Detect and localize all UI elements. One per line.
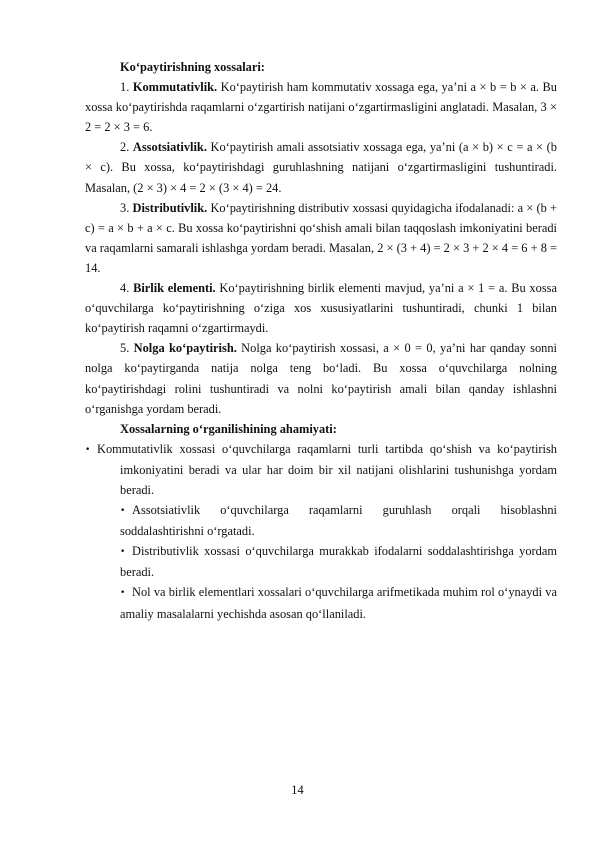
bullet-icon: • bbox=[120, 588, 126, 599]
property-number: 5. bbox=[120, 341, 130, 356]
bullet-item bbox=[85, 582, 557, 623]
property-item-identity bbox=[85, 278, 557, 338]
property-text: Ko‘paytirishning distributiv xossasi quyidagicha ifodalanadi: a × (b + c) = a × b + a × c. Bu xossa ko‘paytirishni qo‘shish amali bilan taqqoslash imkoniyatini beradi va raqamlarni samarali ishlashga yordam beradi. Masalan, 2 × (3 + 4) = 2 × 3 + 2 × 4 = 6 + 8 = 14. bbox=[85, 200, 557, 275]
property-text: Ko‘paytirishning birlik elementi mavjud, ya’ni a × 1 = a. Bu xossa o‘quvchilarga ko‘paytirishning o‘ziga xos xususiyatlarini tushuntiradi, chunki 1 bilan ko‘paytirish raqamni o‘zgartirmaydi. bbox=[85, 281, 557, 336]
property-text: Ko‘paytirish amali assotsiativ xossaga ega, ya’ni (a × b) × c = a × (b × c). Bu xossa, ko‘paytirishdagi guruhlashning natijani o‘zgartirmasligini tushuntiradi. Masalan, (2 × 3) × 4 = 2 × (3 × 4) = 24. bbox=[85, 140, 557, 195]
bullet-item bbox=[85, 500, 557, 541]
property-term: Kommutativlik. bbox=[132, 80, 218, 95]
property-term: Assotsiativlik. bbox=[132, 140, 207, 155]
page-content bbox=[85, 57, 557, 624]
bullet-text: Kommutativlik xossasi o‘quvchilarga raqamlarni turli tartibda qo‘shish va ko‘paytirish imkoniyatini beradi va ular har doim bir xil natijani olishlarini tushunishga yordam beradi. bbox=[97, 441, 557, 497]
bullet-text: Nol va birlik elementlari xossalari o‘quvchilarga arifmetikada muhim rol o‘ynaydi va amaliy masalalarni yechishda asosan qo‘llaniladi. bbox=[120, 585, 557, 621]
page-number: 14 bbox=[291, 783, 304, 797]
property-number: 4. bbox=[120, 281, 130, 296]
property-term: Birlik elementi. bbox=[133, 281, 216, 296]
bullet-text: Distributivlik xossasi o‘quvchilarga murakkab ifodalarni soddalashtirishga yordam beradi. bbox=[120, 544, 557, 580]
property-item-zero bbox=[85, 338, 557, 418]
bullet-text: Assotsiativlik o‘quvchilarga raqamlarni guruhlash orqali hisoblashni soddalashtirishni o‘rgatadi. bbox=[120, 503, 557, 539]
property-text: Nolga ko‘paytirish xossasi, a × 0 = 0, ya’ni har qanday sonni nolga ko‘paytirganda natija nolga teng bo‘ladi. Bu xossa o‘quvchilarga nolning ko‘paytirishdagi rolini tushuntiradi va nolni ko‘paytirish amali bilan qanday ishlashni o‘rganishga yordam beradi. bbox=[85, 341, 557, 416]
bullet-icon: • bbox=[85, 444, 91, 455]
property-text: Ko‘paytirish ham kommutativ xossaga ega, ya’ni a × b = b × a. Bu xossa ko‘paytirishda raqamlarni o‘zgartirish natijani o‘zgartirmasligini anglatadi. Masalan, 3 × 2 = 2 × 3 = 6. bbox=[85, 80, 557, 135]
property-number: 2. bbox=[120, 140, 130, 155]
bullet-icon: • bbox=[120, 547, 126, 558]
property-number: 3. bbox=[120, 200, 130, 215]
bullet-item bbox=[85, 541, 557, 582]
property-term: Nolga ko‘paytirish. bbox=[133, 341, 237, 356]
property-item-distributivity bbox=[85, 198, 557, 278]
property-term: Distributivlik. bbox=[132, 200, 208, 215]
property-item-associativity bbox=[85, 137, 557, 197]
bullet-icon: • bbox=[120, 506, 126, 517]
section-heading-properties: Ko‘paytirishning xossalari: bbox=[120, 60, 265, 74]
bullet-item bbox=[85, 439, 557, 500]
section-heading-importance: Xossalarning o‘rganilishining ahamiyati: bbox=[120, 421, 337, 436]
property-item-commutativity bbox=[85, 77, 557, 137]
property-number: 1. bbox=[120, 80, 130, 95]
